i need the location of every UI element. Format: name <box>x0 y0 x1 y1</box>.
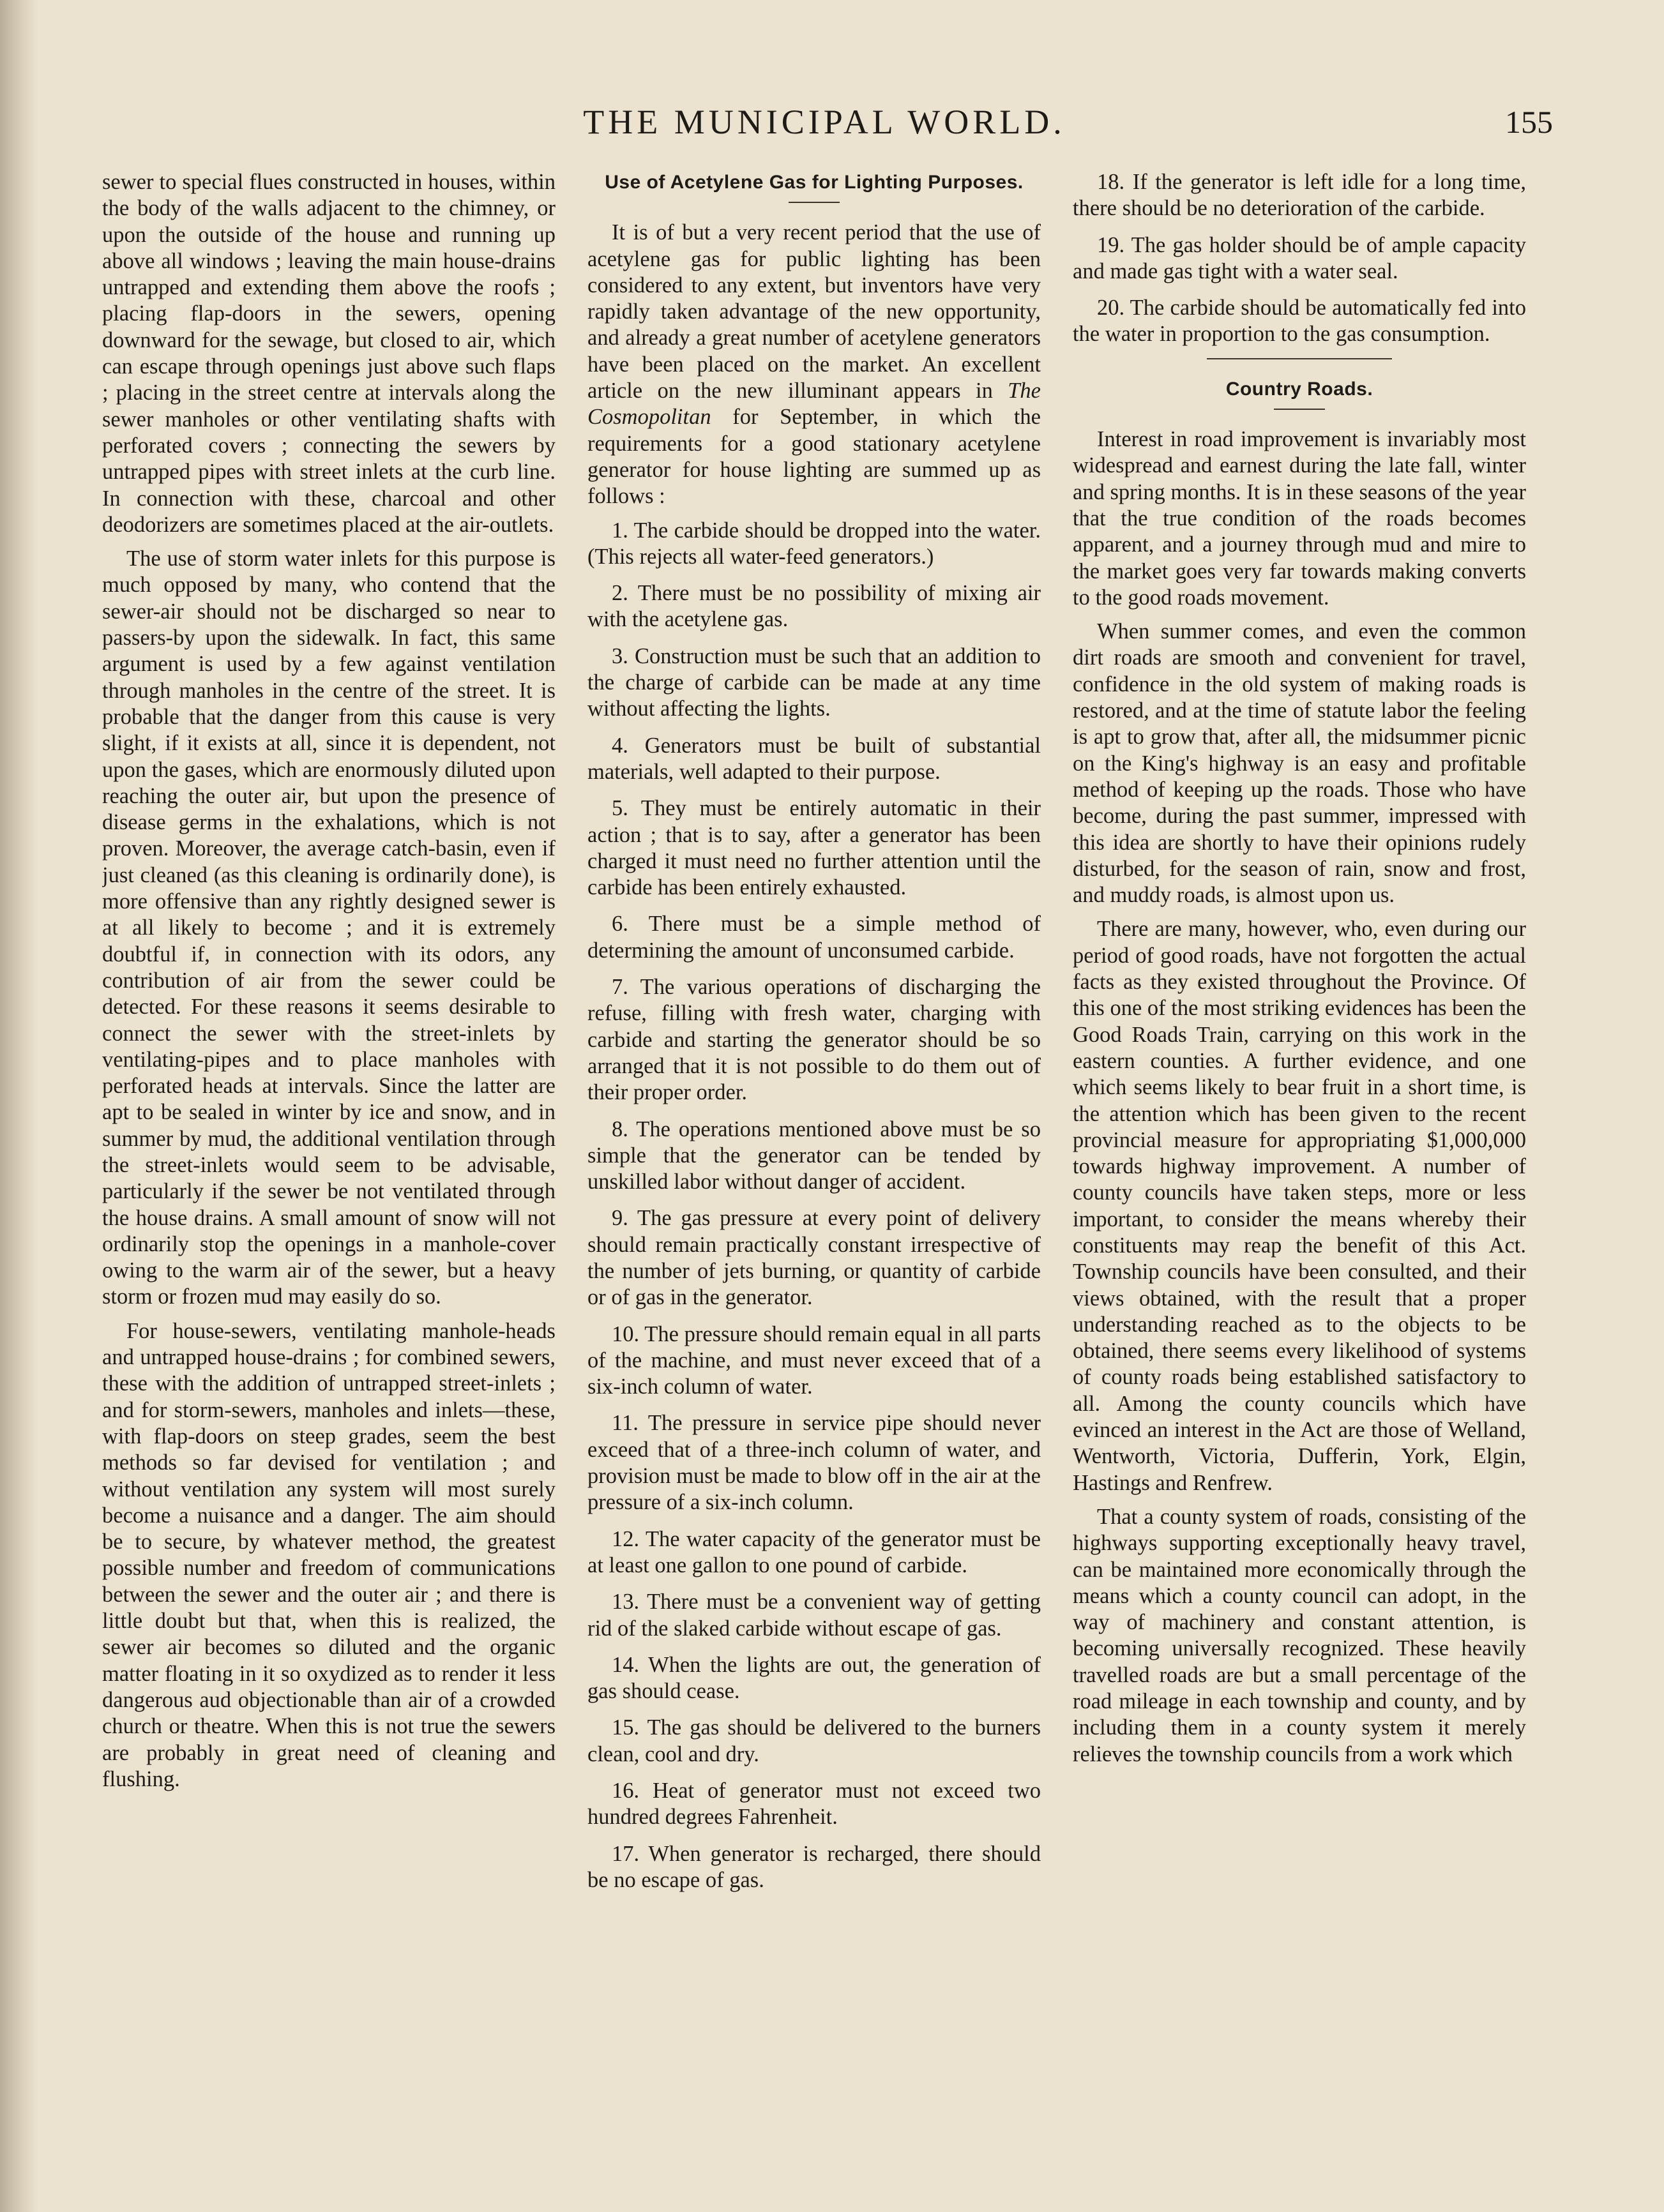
page-header <box>96 102 1553 153</box>
requirement-item: 3. Construction must be such that an addition to the charge of carbide can be made at any time without affecting the lights. <box>587 643 1041 721</box>
roads-paragraph-1: Interest in road improvement is invariably most widespread and earnest during the late fall, winter and spring months. It is in these seasons of the year that the true condition of the roads becomes apparent, and a journey through mud and mire to the market goes very far towards making converts to the good roads movement. <box>1073 427 1526 610</box>
intro-text-end: for September, in which the requirements for a good stationary acetylene generator for house lighting are summed up as follows : <box>587 405 1041 509</box>
sewer-paragraph-2: The use of storm water inlets for this purpose is much opposed by many, who contend that the sewer-air should not be discharged so near to passers-by upon the sidewalk. In fact, this same argument is used by a few against ventilation through manholes in the centre of the street. It is probable that the danger from this cause is very slight, if it exists at all, since it is dependent, not upon the gases, which are enormously diluted upon reaching the outer air, but upon the presence of disease germs in the exhalations, which is not proven. Moreover, the average catch-basin, even if just cleaned (as this cleaning is ordinarily done), is more offensive than any rightly designed sewer is at all likely to become ; and it is extremely doubtful if, in connection with its odors, any contribution of air from the sewer could be detected. For these reasons it seems desirable to connect the sewer with the street-inlets by ventilating-pipes and to place manholes with perforated heads at intervals. Since the latter are apt to be sealed in winter by ice and snow, and in summer by mud, the additional ventilation through the street-inlets would seem to be advisable, particularly if the sewer be not ventilated through the house drains. A small amount of snow will not ordinarily stop the openings in a manhole-cover owing to the warm air of the sewer, but a heavy storm or frozen mud may easily do so. <box>102 546 556 1309</box>
country-roads-heading: Country Roads. <box>1225 378 1373 400</box>
requirement-item: 6. There must be a simple method of determining the amount of unconsumed carbide. <box>587 912 1041 963</box>
magazine-title: The Cosmopolitan <box>587 379 1041 430</box>
sewer-paragraph-1: sewer to special flues constructed in houses, within the body of the walls adjacent to the chimney, or upon the outside of the house and running up above all windows ; leaving the main house-drains untrapped and extending them above the roofs ; placing flap-doors in the sewers, opening downward for the sewage, but closed to air, which can escape through openings just above such flaps ; placing in the street centre at intervals along the sewer manholes or other ventilating shafts with perforated covers ; connecting the sewers by untrapped pipes with street inlets at the curb line. In connection with these, charcoal and other deodorizers are sometimes placed at the air-outlets. <box>102 170 556 537</box>
masthead-title: THE MUNICIPAL WORLD. <box>583 103 1066 141</box>
requirement-item: 9. The gas pressure at every point of delivery should remain practically constant irrespective of the number of jets burning, or quantity of carbide or of gas in the generator. <box>587 1206 1041 1310</box>
heading-divider <box>789 202 840 203</box>
requirement-item: 12. The water capacity of the generator must be at least one gallon to one pound of carbide. <box>587 1526 1041 1577</box>
book-spine-shadow <box>0 0 38 2212</box>
requirement-item: 7. The various operations of discharging the refuse, filling with fresh water, charging with carbide and starting the generator should be so arranged that it is not possible to do them out of their proper order. <box>587 975 1041 1105</box>
requirement-item: 10. The pressure should remain equal in all parts of the machine, and must never exceed that of a six-inch column of water. <box>587 1321 1041 1399</box>
column-2 <box>587 169 1041 2161</box>
article-separator <box>1207 358 1392 359</box>
requirement-item: 18. If the generator is left idle for a long time, there should be no deterioration of the carbide. <box>1073 170 1526 221</box>
roads-paragraph-3: There are many, however, who, even during our period of good roads, have not forgotten the actual facts as they existed throughout the Province. Of this one of the most striking evidences has been the Good Roads Train, carrying on this work in the eastern counties. A further evidence, and one which seems likely to bear fruit in a short time, is the attention which has been given to the recent provincial measure for appropriating $1,000,000 towards highway improvement. A number of county councils have taken steps, more or less important, to consider the means whereby their constituents may reap the benefit of this Act. Township councils have been consulted, and their views obtained, with the result that a proper understanding reached as to the objects to be obtained, there seems every likelihood of systems of county roads being established satisfactory to all. Among the county councils which have evinced an interest in the Act are those of Welland, Wentworth, Victoria, Dufferin, York, Elgin, Hastings and Renfrew. <box>1073 917 1526 1495</box>
roads-paragraph-4: That a county system of roads, consisting of the highways supporting exceptionally heavy travel, can be maintained more economically through the means which a county council can adopt, in the way of machinery and constant attention, is becoming universally recognized. These heavily travelled roads are but a small percentage of the road mileage in each township and county, and by including them in a county system it merely relieves the township councils from a work which <box>1073 1504 1526 1766</box>
requirement-item: 16. Heat of generator must not exceed two hundred degrees Fahrenheit. <box>587 1779 1041 1830</box>
requirement-item: 8. The operations mentioned above must be so simple that the generator can be tended by unskilled labor without danger of accident. <box>587 1117 1041 1194</box>
column-3 <box>1073 169 1526 2161</box>
requirement-item: 5. They must be entirely automatic in their action ; that is to say, after a generator has been charged it must need no further attention until the carbide has been entirely exhausted. <box>587 796 1041 900</box>
roads-paragraph-2: When summer comes, and even the common dirt roads are smooth and convenient for travel, confidence in the old system of making roads is restored, and at the time of statute labor the feeling is apt to grow that, after all, the midsummer picnic on the King's highway is an easy and profitable method of keeping up the roads. Those who have become, during the past summer, impressed with this idea are shortly to have their opinions rudely disturbed, for the season of rain, snow and frost, and muddy roads, is almost upon us. <box>1073 619 1526 908</box>
requirement-item: 11. The pressure in service pipe should never exceed that of a three-inch column of water, and provision must be made to blow off in the air at the pressure of a six-inch column. <box>587 1411 1041 1515</box>
acetylene-intro-paragraph <box>587 220 1041 509</box>
sewer-paragraph-3: For house-sewers, ventilating manhole-heads and untrapped house-drains ; for combined sewers, these with the addition of untrapped street-inlets ; and for storm-sewers, manholes and inlets—these, with flap-doors on steep grades, seem the best methods so far devised for ventilation ; and without ventilation any system will most surely become a nuisance and a danger. The aim should be to secure, by whatever method, the greatest possible number and freedom of communications between the sewer and the outer air ; and there is little doubt but that, when this is realized, the sewer air becomes so diluted and the organic matter floating in it so oxydized as to render it less dangerous aud objectionable than air of a crowded church or theatre. When this is not true the sewers are probably in great need of cleaning and flushing. <box>102 1318 556 1791</box>
requirement-item: 19. The gas holder should be of ample capacity and made gas tight with a water seal. <box>1073 232 1526 283</box>
requirement-item: 14. When the lights are out, the generation of gas should cease. <box>587 1652 1041 1704</box>
requirement-item: 15. The gas should be delivered to the burners clean, cool and dry. <box>587 1715 1041 1766</box>
requirement-item: 2. There must be no possibility of mixing air with the acetylene gas. <box>587 581 1041 632</box>
requirement-item: 20. The carbide should be automatically fed into the water in proportion to the gas consumption. <box>1073 296 1526 347</box>
intro-text-start: It is of but a very recent period that the use of acetylene gas for public lighting has been considered to any extent, but inventors have very rapidly taken advantage of the new opportunity, and already a great number of acetylene generators have been placed on the market. An excellent article on the new illuminant appears in <box>587 220 1041 403</box>
acetylene-article-heading: Use of Acetylene Gas for Lighting Purposes. <box>605 172 1024 193</box>
requirement-item: 1. The carbide should be dropped into the water. (This rejects all water-feed generators.) <box>587 518 1041 569</box>
heading-divider <box>1274 409 1325 410</box>
requirement-item: 4. Generators must be built of substantial materials, well adapted to their purpose. <box>587 733 1041 784</box>
requirement-item: 13. There must be a convenient way of getting rid of the slaked carbide without escape of gas. <box>587 1590 1041 1641</box>
column-1 <box>102 169 556 2161</box>
newspaper-page <box>96 96 1553 2171</box>
page-number: 155 <box>1505 104 1553 140</box>
requirement-item: 17. When generator is recharged, there should be no escape of gas. <box>587 1841 1041 1892</box>
